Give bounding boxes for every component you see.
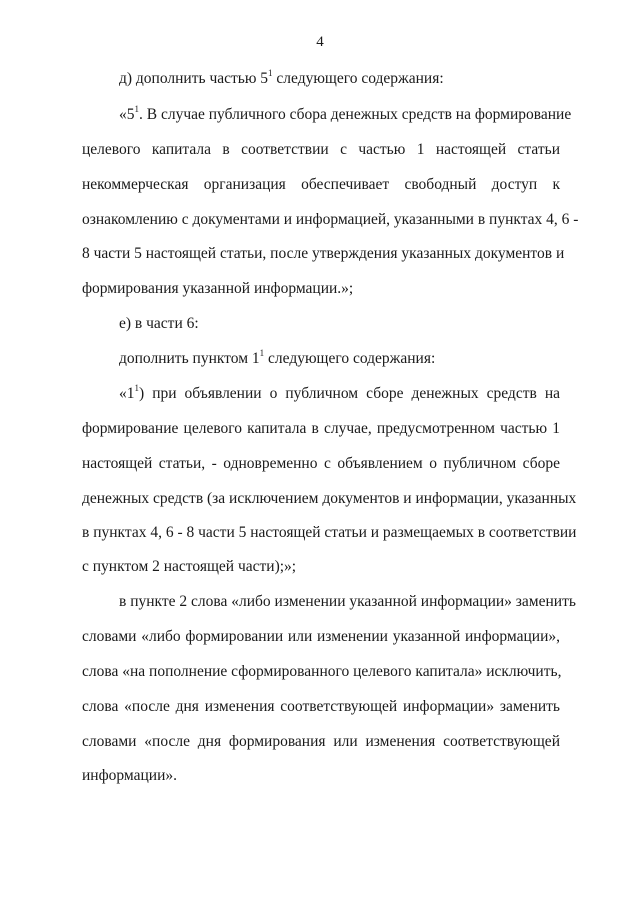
item-1-1-line: формирование целевого капитала в случае, предусмотренном частью 1 xyxy=(82,420,560,437)
clause-d-heading: д) дополнить частью $5^1$ следующего содержания: xyxy=(119,68,444,87)
paragraph-5-1-line: формирования указанной информации.»; xyxy=(82,280,354,297)
item-2-amendment-line: слова «после дня изменения соответствующей информации» заменить xyxy=(82,698,560,715)
superscript: 1 xyxy=(134,104,139,114)
item-1-1-line: в пунктах 4, 6 - 8 части 5 настоящей статьи и размещаемых в соответствии xyxy=(82,524,577,541)
paragraph-5-1-line: «$5^1$. В случае публичного сбора денежных средств на формирование xyxy=(119,104,572,123)
page-number: 4 xyxy=(316,34,324,50)
paragraph-5-1-line: 8 части 5 настоящей статьи, после утверждения указанных документов и xyxy=(82,245,565,262)
item-1-1-line: с пунктом 2 настоящей части);»; xyxy=(82,558,297,575)
item-2-amendment-line: словами «либо формировании или изменении указанной информации», xyxy=(82,628,560,645)
item-2-amendment-line: слова «на пополнение сформированного целевого капитала» исключить, xyxy=(82,663,562,680)
add-item-1-1-heading: дополнить пунктом $1^1$ следующего содержания: xyxy=(119,348,436,367)
superscript: 1 xyxy=(259,348,265,358)
item-1-1-line: «$1^1$) при объявлении о публичном сборе денежных средств на xyxy=(119,383,560,402)
paragraph-5-1-line: целевого капитала в соответствии с частью 1 настоящей статьи xyxy=(82,141,560,158)
clause-e-heading: е) в части 6: xyxy=(119,315,199,332)
item-2-amendment-line: словами «после дня формирования или изменения соответствующей xyxy=(82,733,560,750)
item-1-1-line: настоящей статьи, - одновременно с объявлением о публичном сборе xyxy=(82,455,560,472)
superscript: 1 xyxy=(268,68,273,78)
paragraph-5-1-line: некоммерческая организация обеспечивает свободный доступ к xyxy=(82,176,560,193)
item-1-1-line: денежных средств (за исключением документов и информации, указанных xyxy=(82,490,577,507)
item-2-amendment-line: в пункте 2 слова «либо изменении указанной информации» заменить xyxy=(119,593,576,610)
superscript: 1 xyxy=(134,383,139,393)
item-2-amendment-line: информации». xyxy=(82,767,177,784)
paragraph-5-1-line: ознакомлению с документами и информацией, указанными в пунктах 4, 6 - xyxy=(82,211,579,228)
